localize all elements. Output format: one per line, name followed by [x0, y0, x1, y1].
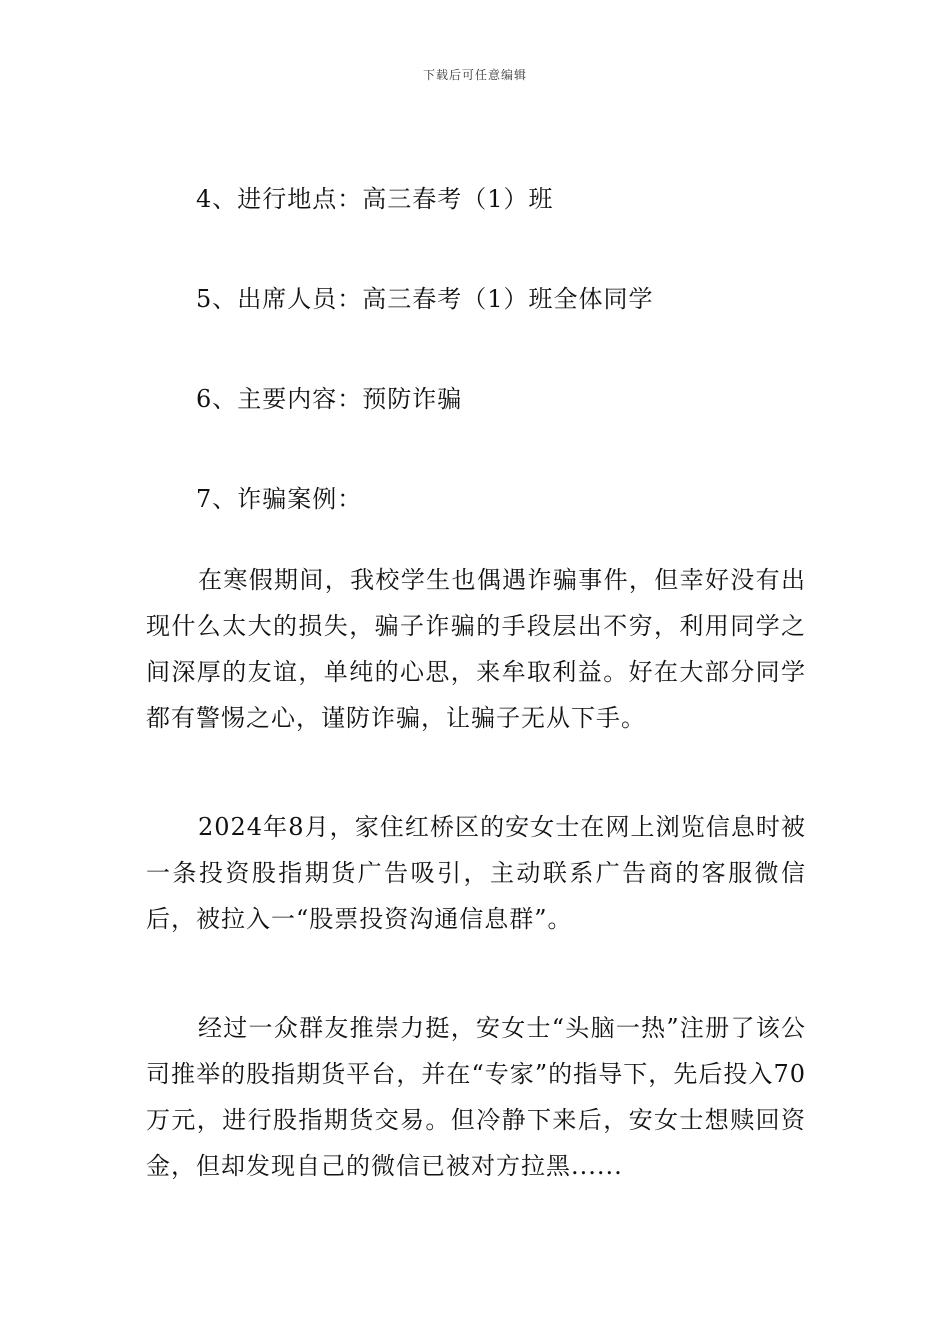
- paragraph-winter-break: 在寒假期间，我校学生也偶遇诈骗事件，但幸好没有出现什么太大的损失，骗子诈骗的手段层出不穷，利用同学之间深厚的友谊，单纯的心思，来牟取利益。好在大部分同学都有警惕之心，谨防诈骗，让骗子无从下手。: [146, 566, 806, 732]
- item-main-content: 6、主要内容：预防诈骗: [196, 385, 463, 413]
- item-location: 4、进行地点：高三春考（1）班: [196, 185, 554, 213]
- item-fraud-cases: 7、诈骗案例：: [196, 485, 363, 513]
- paragraph-case-intro: 2024年8月，家住红桥区的安女士在网上浏览信息时被一条投资股指期货广告吸引，主动联系广告商的客服微信后，被拉入一“股票投资沟通信息群”。: [146, 813, 806, 933]
- item-attendees: 5、出席人员：高三春考（1）班全体同学: [196, 285, 654, 313]
- paragraph-case-detail: 经过一众群友推崇力挺，安女士“头脑一热”注册了该公司推举的股指期货平台，并在“专家”的指导下，先后投入70万元，进行股指期货交易。但冷静下来后，安女士想赎回资金，但却发现自己的微信已被对方拉黑......: [146, 1014, 806, 1180]
- header-note: 下载后可任意编辑: [422, 68, 527, 82]
